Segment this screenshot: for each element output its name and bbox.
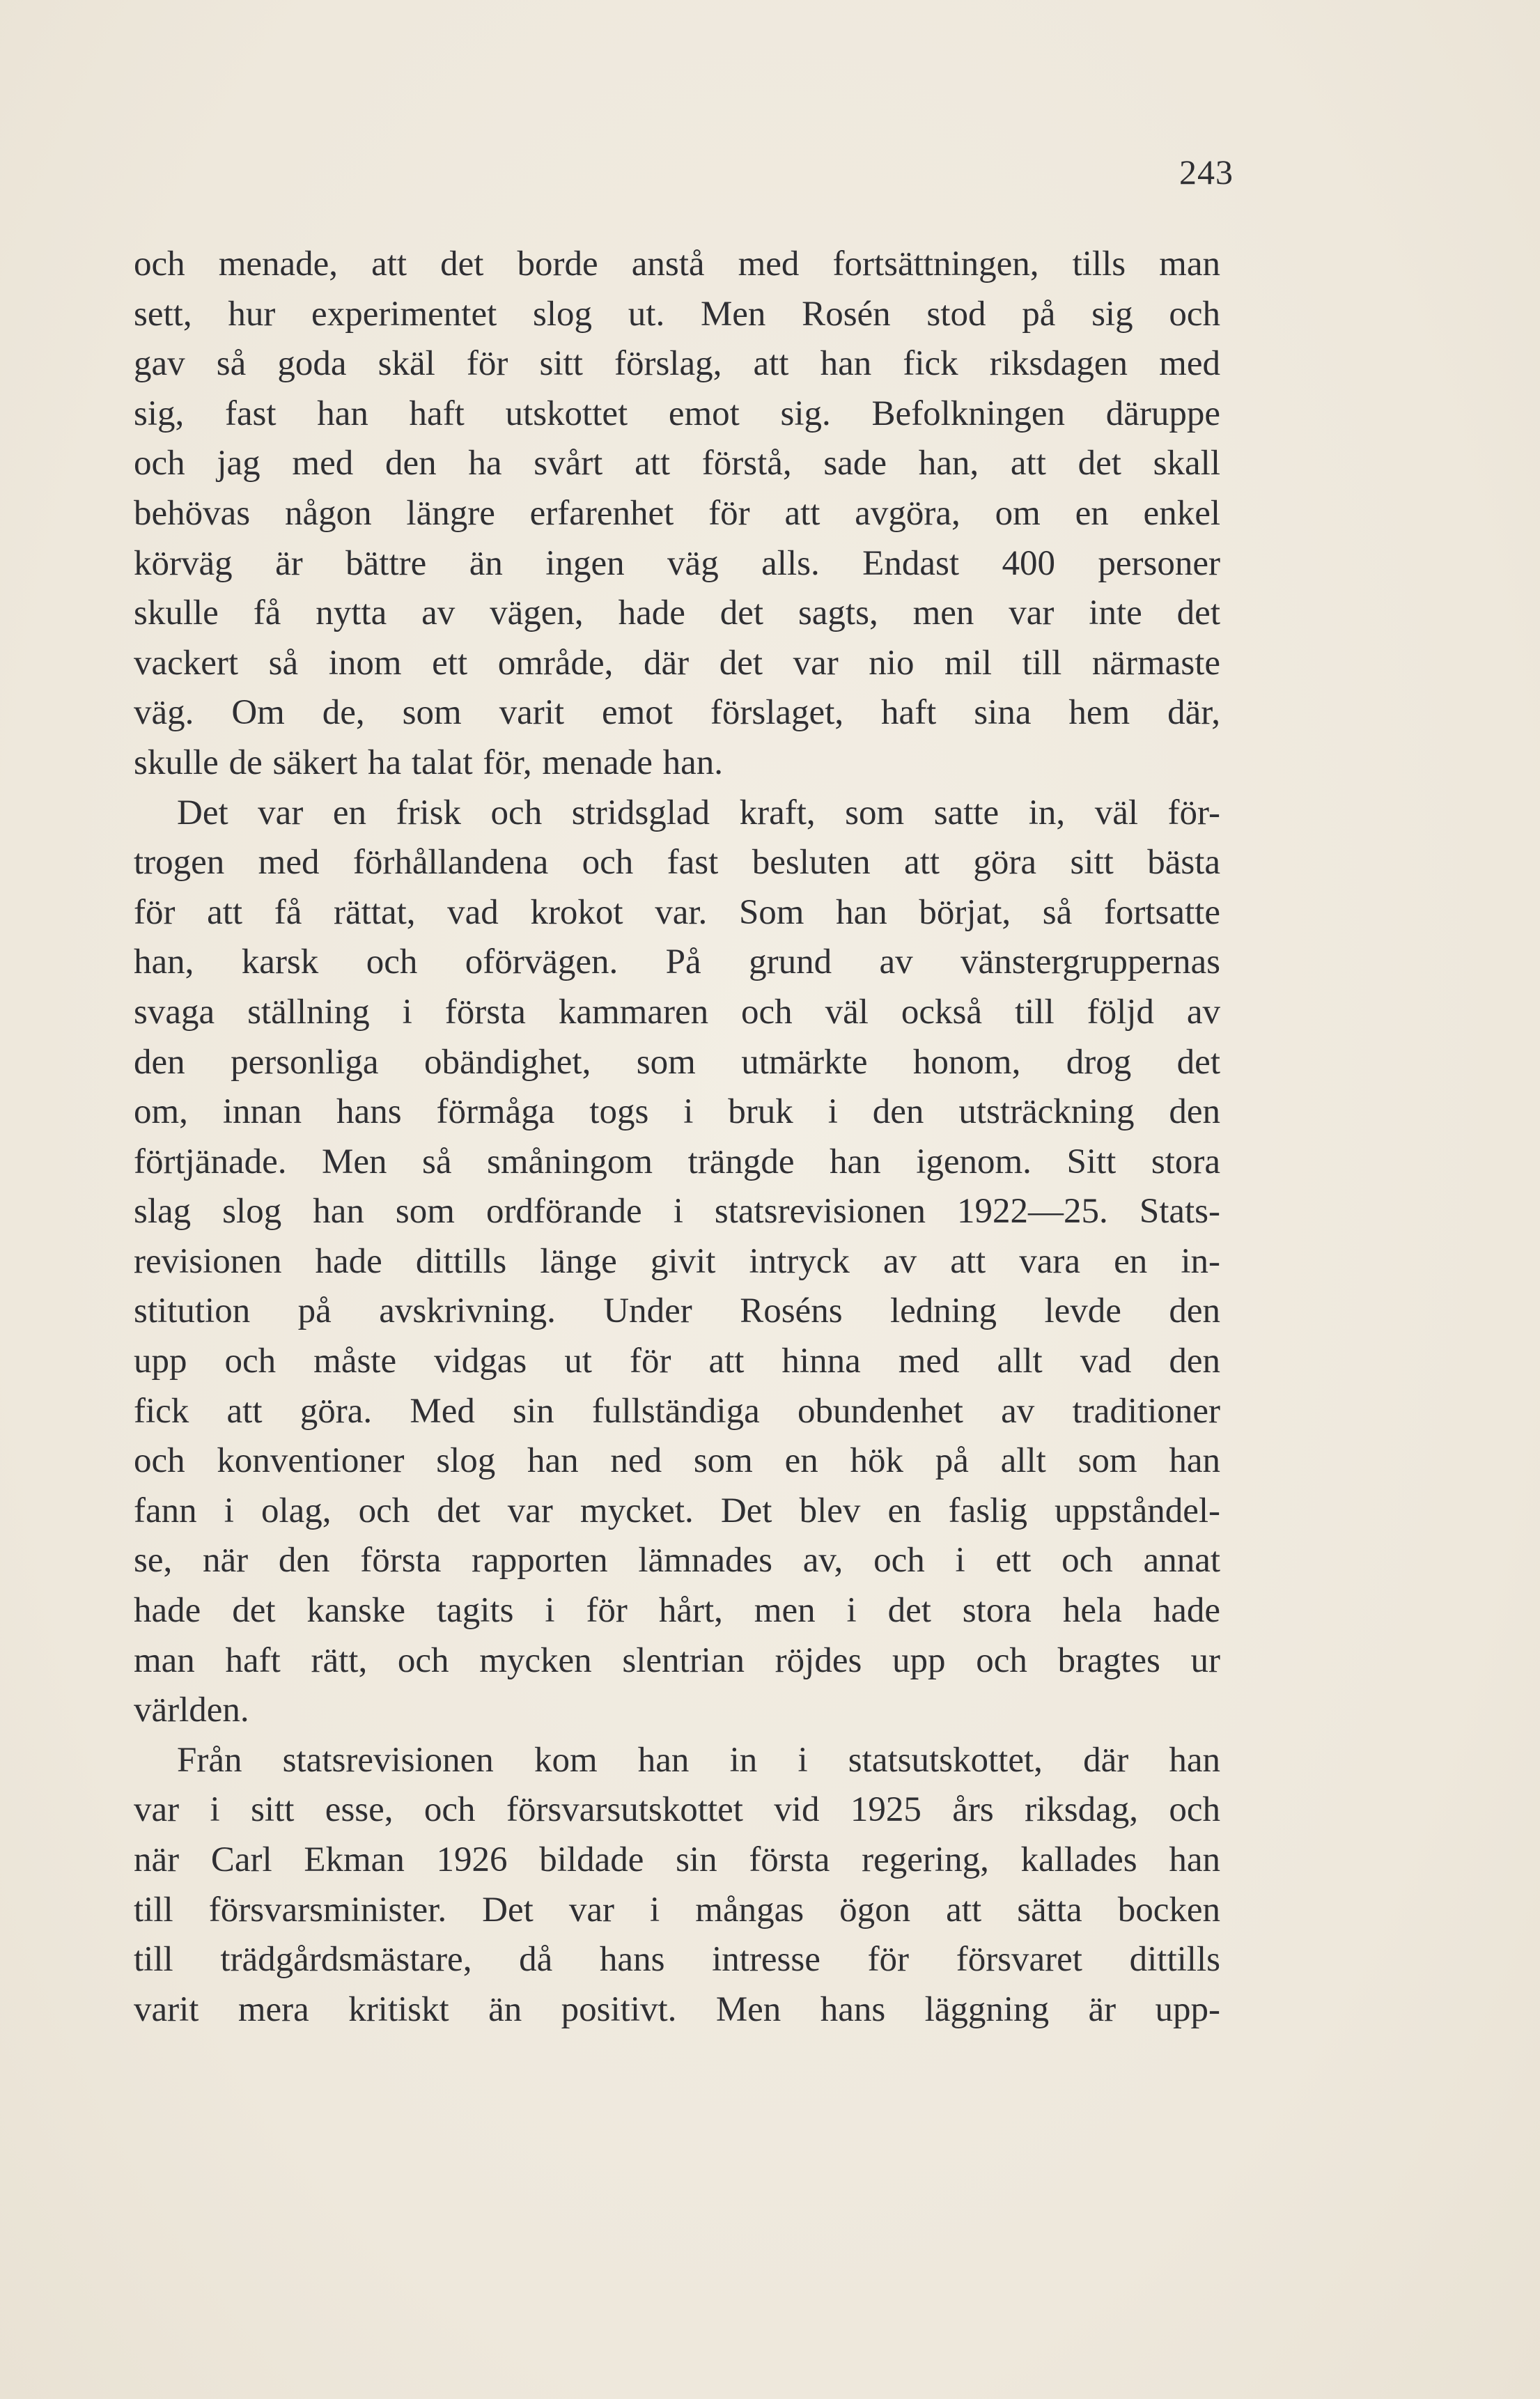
text-line: gav så goda skäl för sitt förslag, att han fick riksdagen med xyxy=(134,344,1220,384)
page-number: 243 xyxy=(1179,153,1234,192)
text-line: man haft rätt, och mycken slentrian röjdes upp och bragtes ur xyxy=(134,1640,1220,1680)
text-line: för att få rättat, vad krokot var. Som han börjat, så fortsatte xyxy=(134,892,1220,932)
text-line: fann i olag, och det var mycket. Det blev en faslig uppståndel- xyxy=(134,1491,1220,1530)
text-line: världen. xyxy=(134,1691,249,1730)
text-line: den personliga obändighet, som utmärkte honom, drog det xyxy=(134,1042,1220,1082)
text-line: stitution på avskrivning. Under Roséns ledning levde den xyxy=(134,1291,1220,1331)
text-line: trogen med förhållandena och fast besluten att göra sitt bästa xyxy=(134,843,1220,883)
text-line: om, innan hans förmåga togs i bruk i den utsträckning den xyxy=(134,1092,1220,1132)
text-line: behövas någon längre erfarenhet för att avgöra, om en enkel xyxy=(134,493,1220,533)
text-line: hade det kanske tagits i för hårt, men i det stora hela hade xyxy=(134,1591,1220,1631)
text-line: revisionen hade dittills länge givit intryck av att vara en in- xyxy=(134,1241,1220,1281)
text-line: till försvarsminister. Det var i mångas ögon att sätta bocken xyxy=(134,1890,1220,1930)
text-line: skulle få nytta av vägen, hade det sagts, men var inte det xyxy=(134,593,1220,633)
text-line: sett, hur experimentet slog ut. Men Rosén stod på sig och xyxy=(134,294,1220,334)
text-line: och jag med den ha svårt att förstå, sade han, att det skall xyxy=(134,444,1220,483)
text-line: varit mera kritiskt än positivt. Men hans läggning är upp- xyxy=(134,1989,1220,2029)
text-line: Från statsrevisionen kom han in i statsutskottet, där han xyxy=(177,1740,1220,1780)
text-line: till trädgårdsmästare, då hans intresse för försvaret dittills xyxy=(134,1940,1220,1980)
text-line: svaga ställning i första kammaren och väl också till följd av xyxy=(134,992,1220,1032)
text-line: var i sitt esse, och försvarsutskottet vid 1925 års riksdag, och xyxy=(134,1790,1220,1830)
text-line: och menade, att det borde anstå med fortsättningen, tills man xyxy=(134,244,1220,284)
text-line: när Carl Ekman 1926 bildade sin första regering, kallades han xyxy=(134,1840,1220,1879)
text-line: slag slog han som ordförande i statsrevisionen 1922—25. Stats- xyxy=(134,1192,1220,1232)
text-line: körväg är bättre än ingen väg alls. Endast 400 personer xyxy=(134,543,1220,583)
text-line: vackert så inom ett område, där det var nio mil till närmaste xyxy=(134,643,1220,683)
text-line: se, när den första rapporten lämnades av, och i ett och annat xyxy=(134,1541,1220,1581)
text-line: han, karsk och oförvägen. På grund av vänstergruppernas xyxy=(134,942,1220,982)
text-line: sig, fast han haft utskottet emot sig. Befolkningen däruppe xyxy=(134,394,1220,433)
text-line: förtjänade. Men så småningom trängde han igenom. Sitt stora xyxy=(134,1142,1220,1181)
text-line: upp och måste vidgas ut för att hinna med allt vad den xyxy=(134,1342,1220,1381)
text-line: väg. Om de, som varit emot förslaget, haft sina hem där, xyxy=(134,693,1220,733)
text-line: skulle de säkert ha talat för, menade han. xyxy=(134,743,724,782)
text-line: Det var en frisk och stridsglad kraft, som satte in, väl för- xyxy=(177,793,1220,832)
text-line: fick att göra. Med sin fullständiga obundenhet av traditioner xyxy=(134,1391,1220,1431)
body-text xyxy=(134,240,1220,2035)
text-line: och konventioner slog han ned som en hök på allt som han xyxy=(134,1441,1220,1481)
